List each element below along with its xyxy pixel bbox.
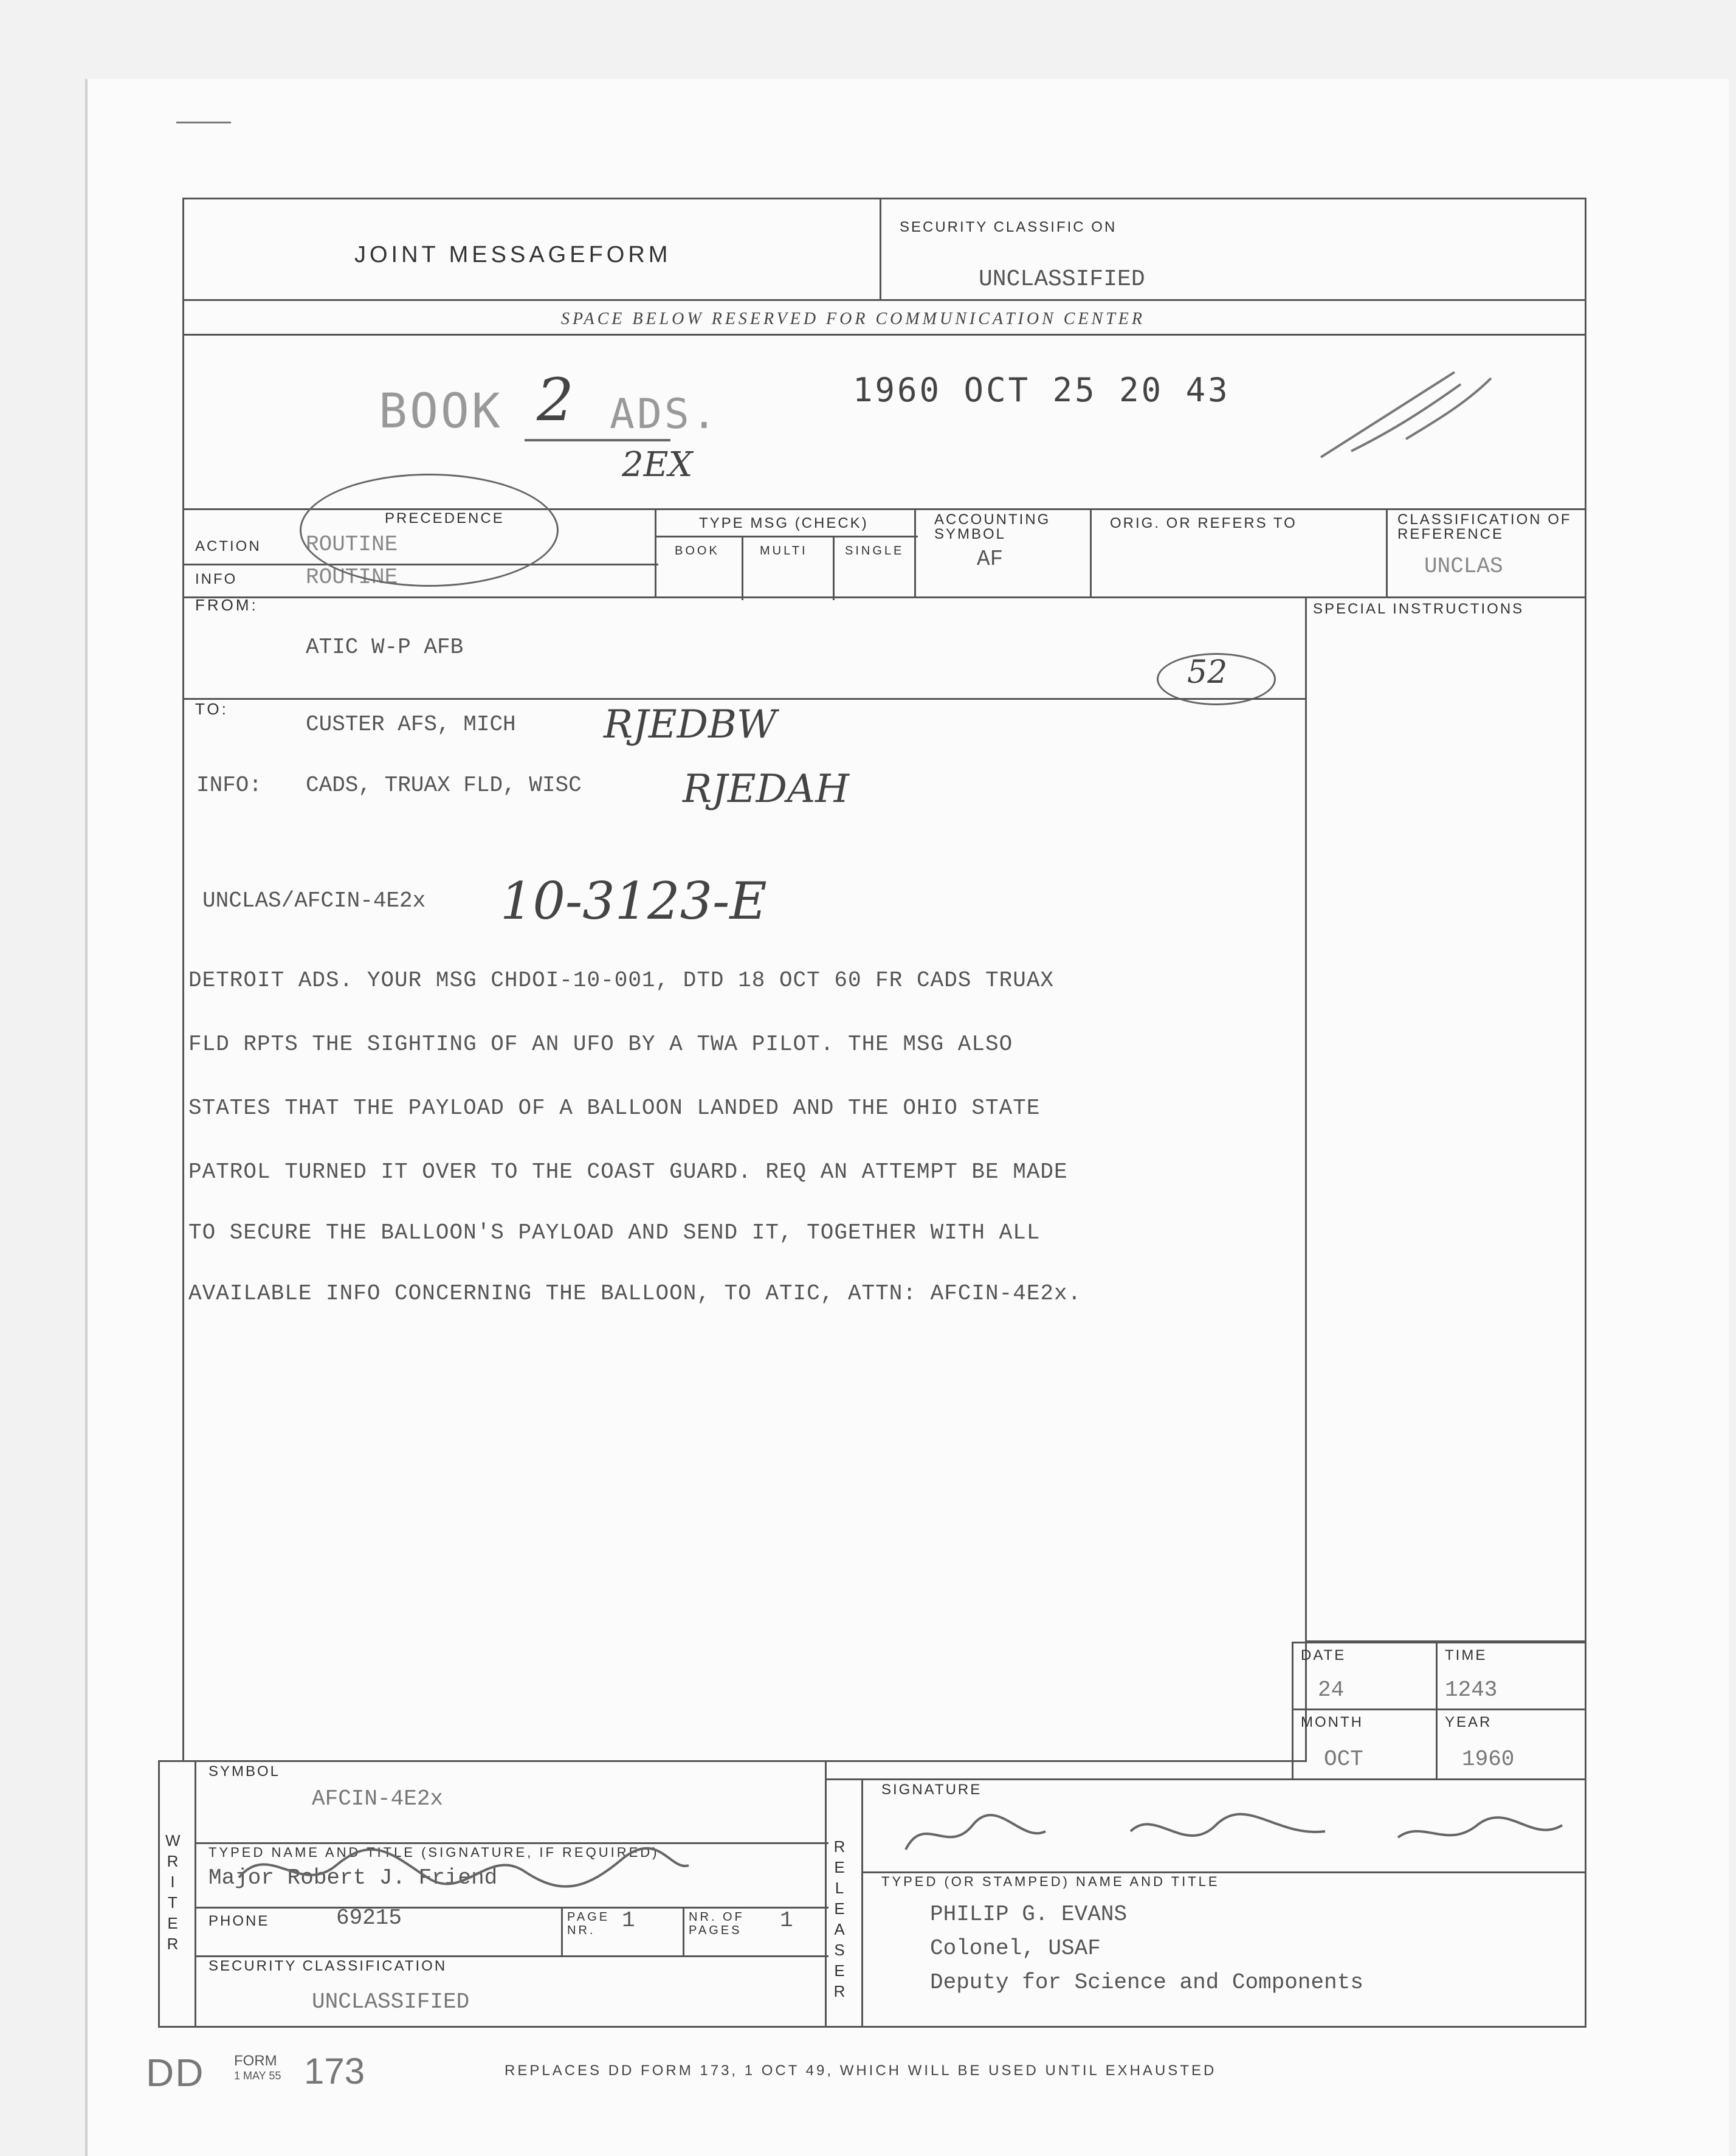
- special-instructions-label: SPECIAL INSTRUCTIONS: [1313, 601, 1524, 617]
- comm-center-label: SPACE BELOW RESERVED FOR COMMUNICATION CENTER: [561, 309, 1145, 328]
- reference-prefix: UNCLAS/AFCIN-4E2x: [202, 888, 426, 913]
- releaser-signature-label: SIGNATURE: [881, 1781, 982, 1798]
- year-label: YEAR: [1445, 1714, 1492, 1730]
- writer-side-divider: [195, 1760, 196, 2028]
- special-instructions-cell: [1305, 596, 1586, 1642]
- releaser-block: [825, 1778, 1586, 2028]
- month-value: OCT: [1324, 1747, 1363, 1772]
- form-number: 173: [304, 2051, 365, 2092]
- message-line-3: STATES THAT THE PAYLOAD OF A BALLOON LANDED AND THE OHIO STATE: [188, 1096, 1041, 1121]
- releaser-title: Deputy for Science and Components: [930, 1970, 1363, 1995]
- precedence-circle: [300, 474, 559, 587]
- form-word: FORM: [234, 2053, 277, 2069]
- writer-security-label: SECURITY CLASSIFICATION: [208, 1958, 447, 1974]
- message-line-4: PATROL TURNED IT OVER TO THE COAST GUARD. REQ AN ATTEMPT BE MADE: [188, 1159, 1068, 1184]
- top-edge-mark: [176, 122, 231, 123]
- handwritten-scribble: [1315, 360, 1497, 463]
- form-date: 1 MAY 55: [234, 2070, 281, 2082]
- releaser-side-label: R E L E A S E R: [833, 1837, 846, 2000]
- from-value: ATIC W-P AFB: [306, 635, 464, 660]
- type-msg-divider: [656, 536, 918, 537]
- classification-reference-value: UNCLAS: [1424, 554, 1503, 579]
- releaser-name-value: PHILIP G. EVANS: [930, 1902, 1128, 1927]
- writer-block: [158, 1760, 827, 2028]
- type-msg-sep-1: [742, 536, 743, 600]
- writer-name-value: Major Robert J. Friend: [208, 1865, 498, 1890]
- comm-center-band: [182, 299, 1586, 336]
- writer-side-label: W R I T E R: [165, 1831, 181, 1953]
- type-book-checkbox[interactable]: BOOK: [675, 544, 720, 558]
- handwritten-ex: 2EX: [622, 445, 693, 485]
- type-single-checkbox[interactable]: SINGLE: [845, 544, 904, 558]
- releaser-rank: Colonel, USAF: [930, 1936, 1101, 1961]
- month-cell: [1292, 1709, 1438, 1780]
- reference-handwritten: 10-3123-E: [500, 871, 767, 931]
- security-classification-cell: [880, 198, 1586, 301]
- releaser-signature-scribble: [900, 1801, 1568, 1868]
- time-label: TIME: [1445, 1647, 1487, 1664]
- classification-reference-label: CLASSIFICATION OF REFERENCE: [1397, 511, 1572, 542]
- releaser-side-divider: [861, 1778, 863, 2028]
- action-label: ACTION: [195, 538, 261, 555]
- message-line-2: FLD RPTS THE SIGHTING OF AN UFO BY A TWA PILOT. THE MSG ALSO: [188, 1032, 1013, 1057]
- action-value: ROUTINE: [306, 532, 398, 557]
- message-line-6: AVAILABLE INFO CONCERNING THE BALLOON, TO ATIC, ATTN: AFCIN-4E2x.: [188, 1281, 1082, 1306]
- pages-count-value: 1: [780, 1908, 793, 1933]
- type-msg-label: TYPE MSG (CHECK): [699, 515, 869, 531]
- form-title: JOINT MESSAGEFORM: [354, 242, 672, 268]
- writer-symbol-value: AFCIN-4E2x: [312, 1786, 444, 1811]
- datetime-stamp: 1960 OCT 25 20 43: [853, 371, 1230, 409]
- orig-refers-cell: [1090, 508, 1388, 598]
- writer-signature-scribble: [233, 1835, 695, 1902]
- message-line-5: TO SECURE THE BALLOON'S PAYLOAD AND SEND IT, TOGETHER WITH ALL: [188, 1220, 1041, 1245]
- writer-security-value: UNCLASSIFIED: [312, 1989, 470, 2014]
- writer-name-label: TYPED NAME AND TITLE (SIGNATURE, IF REQUIRED): [208, 1845, 660, 1860]
- from-cell: [182, 596, 1307, 700]
- book-underline: [525, 439, 670, 441]
- type-multi-checkbox[interactable]: MULTI: [760, 544, 808, 558]
- ads-stamp: ADS.: [610, 390, 719, 438]
- classification-reference-cell: [1386, 508, 1586, 598]
- security-classification-value: UNCLASSIFIED: [979, 266, 1145, 292]
- accounting-symbol-value: AF: [977, 547, 1004, 572]
- year-value: 1960: [1462, 1747, 1515, 1772]
- writer-divider-3: [196, 1955, 828, 1957]
- book-stamp: BOOK: [379, 384, 503, 439]
- precedence-label: PRECEDENCE: [385, 510, 505, 527]
- from-mark: 52: [1187, 654, 1228, 691]
- dd-prefix: DD: [146, 2051, 205, 2095]
- date-cell: [1292, 1642, 1438, 1710]
- writer-divider-2: [196, 1907, 828, 1909]
- pages-count-label: NR. OF PAGES: [689, 1910, 745, 1937]
- to-label: TO:: [195, 700, 229, 718]
- form-title-cell: [182, 198, 881, 301]
- page-number-label: PAGE NR.: [567, 1910, 610, 1937]
- type-msg-cell: [655, 508, 916, 598]
- page-number-value: 1: [622, 1908, 635, 1933]
- book-number: 2: [537, 366, 574, 434]
- message-line-1: DETROIT ADS. YOUR MSG CHDOI-10-001, DTD 18 OCT 60 FR CADS TRUAX: [188, 968, 1055, 993]
- info-value: CADS, TRUAX FLD, WISC: [306, 773, 582, 798]
- precedence-cell: [182, 508, 656, 598]
- date-value: 24: [1318, 1677, 1345, 1702]
- info-precedence-label: INFO: [195, 571, 238, 587]
- replaces-text: REPLACES DD FORM 173, 1 OCT 49, WHICH WILL BE USED UNTIL EXHAUSTED: [505, 2062, 1217, 2079]
- info-handwritten: RJEDAH: [683, 767, 849, 812]
- to-value: CUSTER AFS, MICH: [306, 712, 516, 737]
- info-precedence-value: ROUTINE: [306, 565, 398, 590]
- orig-refers-label: ORIG. OR REFERS TO: [1110, 515, 1297, 531]
- releaser-divider: [863, 1871, 1586, 1873]
- writer-phone-label: PHONE: [208, 1913, 270, 1929]
- page-sep-1: [561, 1907, 563, 1955]
- writer-phone-value: 69215: [336, 1906, 402, 1930]
- to-handwritten: RJEDBW: [604, 702, 777, 747]
- security-classification-label: SECURITY CLASSIFIC ON: [900, 219, 1117, 235]
- time-value: 1243: [1445, 1677, 1498, 1702]
- date-label: DATE: [1301, 1647, 1346, 1664]
- page-sep-2: [683, 1907, 684, 1955]
- info-label: INFO:: [196, 773, 263, 798]
- accounting-symbol-label: ACCOUNTING SYMBOL: [934, 511, 1051, 542]
- year-cell: [1436, 1709, 1586, 1780]
- type-msg-sep-2: [833, 536, 835, 600]
- writer-symbol-label: SYMBOL: [208, 1763, 281, 1780]
- time-cell: [1436, 1642, 1586, 1710]
- releaser-name-label: TYPED (OR STAMPED) NAME AND TITLE: [881, 1874, 1220, 1889]
- month-label: MONTH: [1301, 1714, 1363, 1730]
- from-label: FROM:: [195, 596, 258, 614]
- accounting-symbol-cell: [914, 508, 1092, 598]
